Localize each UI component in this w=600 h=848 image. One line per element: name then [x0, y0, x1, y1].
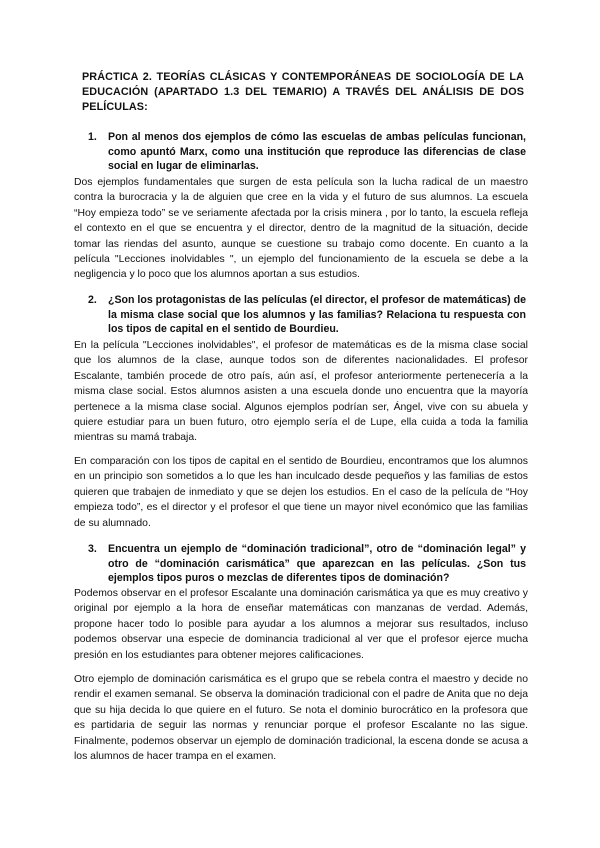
- answer-2-paragraph-2: En comparación con los tipos de capital en el sentido de Bourdieu, encontramos que los alumnos en un principio son sometidos a lo que les han inculcado desde pequeños y las familias de estos quieren que trabajen de inmediato y que se dejen los estudios. En el caso de la película de “Hoy empieza todo”, es el director y el profesor el que tiene un mayor nivel económico que las familias de su alumnado.: [74, 456, 528, 529]
- page-title: PRÁCTICA 2. TEORÍAS CLÁSICAS Y CONTEMPORÁNEAS DE SOCIOLOGÍA DE LA EDUCACIÓN (APARTADO 1.3 DEL TEMARIO) A TRAVÉS DEL ANÁLISIS DE DOS PELÍCULAS:: [82, 71, 524, 113]
- answer-1-paragraph-1: Dos ejemplos fundamentales que surgen de esta película son la lucha radical de un maestro contra la burocracia y la de alguien que cree en la vida y el futuro de sus alumnos. La escuela “Hoy empieza todo” se ve seriamente afectada por la crisis minera , por lo tanto, la escuela refleja el contexto en el que se encuentra y el director, dentro de la magnitud de la situación, decide tomar las riendas del asunto, aunque se cuestione su trabajo como docente. En cuanto a la película "Lecciones inolvidables ", un ejemplo del funcionamiento de la escuela se debe a la negligencia y lo poco que los alumnos aportan a sus estudios.: [74, 177, 528, 281]
- question-2: [88, 293, 526, 337]
- question-3: [88, 542, 526, 586]
- question-text: Pon al menos dos ejemplos de cómo las escuelas de ambas películas funcionan, como apuntó Marx, como una institución que reproduce las diferencias de clase social en lugar de eliminarlas.: [108, 131, 526, 173]
- question-number: 1.: [88, 131, 97, 143]
- answer-3-paragraph-2: Otro ejemplo de dominación carismática es el grupo que se rebela contra el maestro y decide no rendir el examen semanal. Se observa la dominación tradicional con el padre de Anita que no deja que su hija decida lo que quiere en el futuro. Se nota el dominio burocrático en la profesora que es partidaria de seguir las normas y renunciar porque el profesor Escalante no las sigue. Finalmente, podemos observar un ejemplo de dominación tradicional, la escena donde se acusa a los alumnos de hacer trampa en el examen.: [74, 674, 528, 763]
- question-1: [88, 130, 526, 174]
- answer-3-paragraph-1: Podemos observar en el profesor Escalante una dominación carismática ya que es muy creativo y original por ejemplo a la hora de enseñar matemáticas con manzanas de verdad. Además, propone hacer todo lo posible para ayudar a los alumnos a mejorar sus resultados, incluso podemos observar una especie de dominancia tradicional al ver que el profesor ejerce mucha presión en los estudiantes para obtener mejores calificaciones.: [74, 588, 528, 661]
- answer-2-paragraph-1: En la película "Lecciones inolvidables", el profesor de matemáticas es de la misma clase social que los alumnos de la clase, aunque todos son de diferentes nacionalidades. El profesor Escalante, también procede de otro país, aún así, el profesor anteriormente pertenecería a la misma clase social. Estos alumnos asisten a una escuela donde uno encuentra que la mayoría pertenece a la misma clase social. Algunos ejemplos podrían ser, Ángel, vive con su abuela y quiere estudiar para un buen futuro, otro ejemplo sería el de Lupe, ella cuida a toda la familia mientras su mamá trabaja.: [74, 340, 528, 444]
- question-text: ¿Son los protagonistas de las películas (el director, el profesor de matemáticas) de la misma clase social que los alumnos y las familias? Relaciona tu respuesta con los tipos de capital en el sentido de Bourdieu.: [108, 294, 526, 336]
- question-number: 2.: [88, 294, 97, 306]
- question-text: Encuentra un ejemplo de “dominación tradicional”, otro de “dominación legal” y otro de “dominación carismática” que aparezcan en las películas. ¿Son tus ejemplos tipos puros o mezclas de diferentes tipos de dominación?: [108, 543, 526, 585]
- question-number: 3.: [88, 543, 97, 555]
